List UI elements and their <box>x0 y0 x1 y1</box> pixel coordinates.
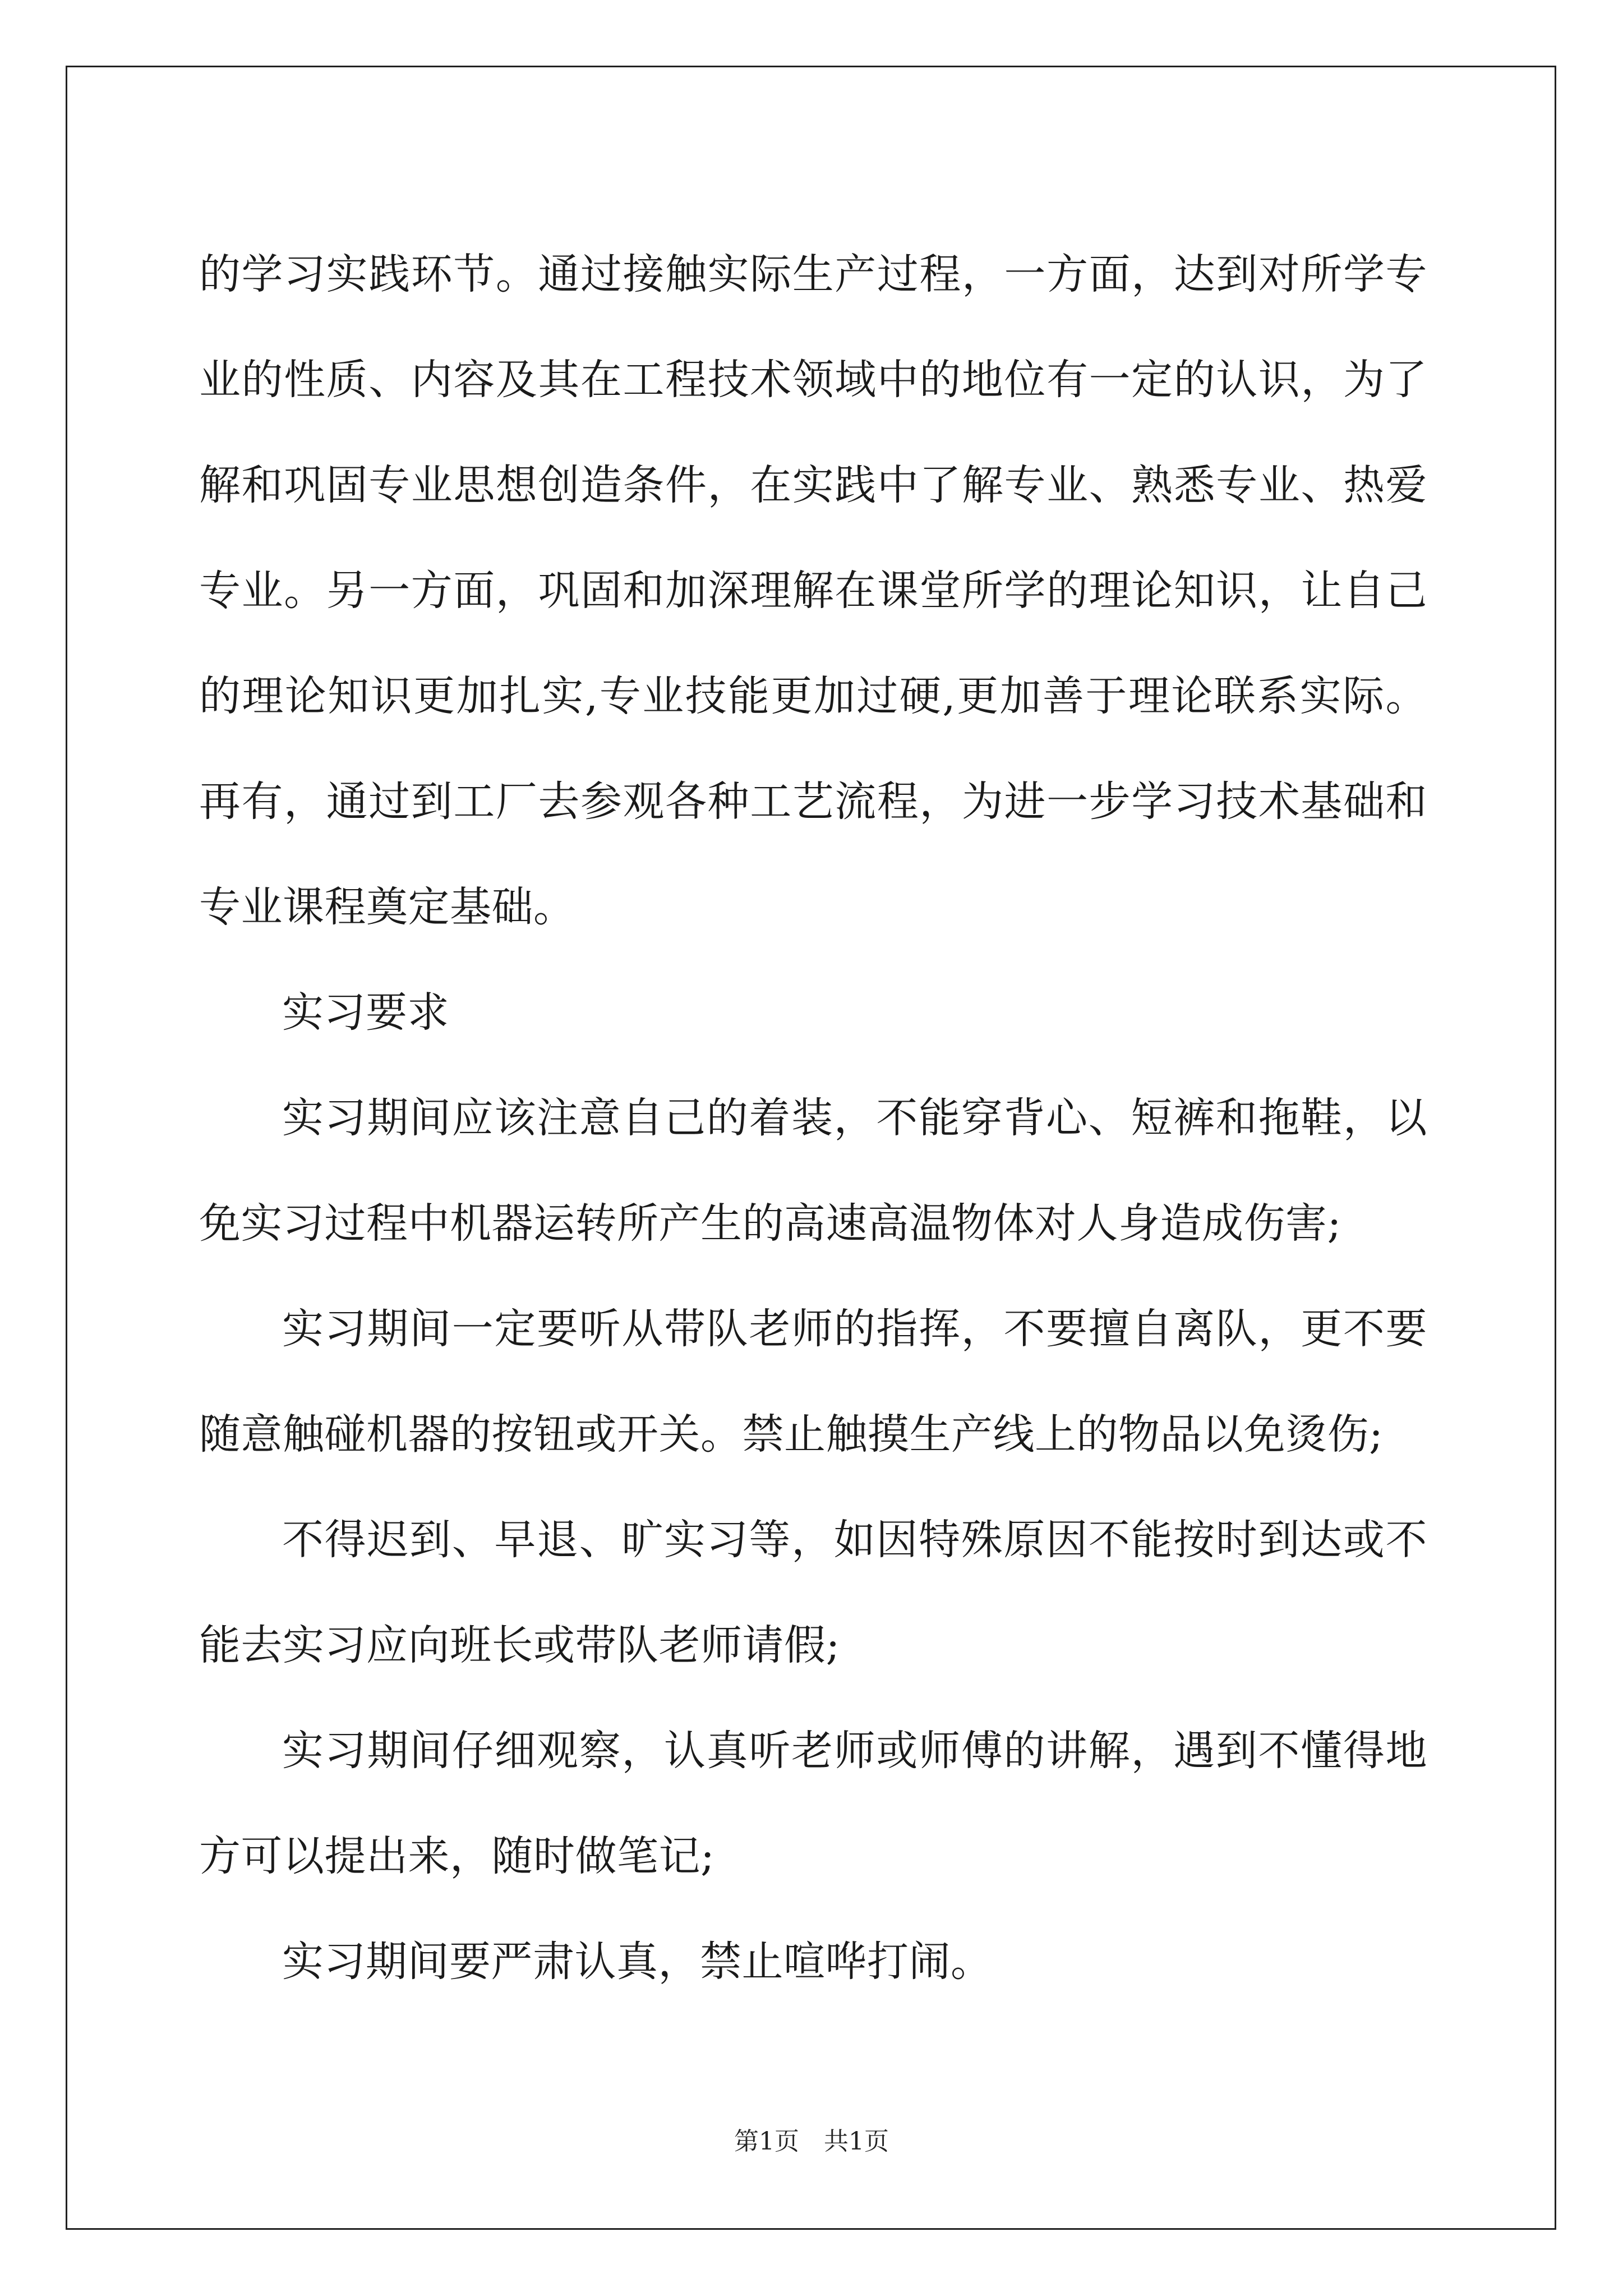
page-footer: 第1页 共1页 <box>734 2127 889 2156</box>
section-heading-requirements: 实习要求 <box>282 988 449 1037</box>
paragraph-requirement-observe: 实习期间仔细观察，认真听老师或师傅的讲解，遇到不懂得地方可以提出来，随时做笔记; <box>199 1727 1427 1880</box>
paragraph-intro: 的学习实践环节。通过接触实际生产过程，一方面，达到对所学专业的性质、内容及其在工程技术领域中的地位有一定的认识，为了解和巩固专业思想创造条件，在实践中了解专业、熟悉专业、热爱专业。另一方面，巩固和加深理解在课堂所学的理论知识，让自己的理论知识更加扎实,专业技能更加过硬,更加善于理论联系实际。再有，通过到工厂去参观各种工艺流程，为进一步学习技术基础和专业课程奠定基础。 <box>199 250 1427 931</box>
paragraph-requirement-conduct: 实习期间要严肃认真，禁止喧哗打闹。 <box>282 1938 993 1986</box>
paragraph-requirement-attendance: 不得迟到、早退、旷实习等，如因特殊原因不能按时到达或不能去实习应向班长或带队老师请假; <box>199 1516 1427 1669</box>
paragraph-requirement-attire: 实习期间应该注意自己的着装，不能穿背心、短裤和拖鞋，以免实习过程中机器运转所产生的高速高温物体对人身造成伤害; <box>199 1094 1427 1248</box>
paragraph-requirement-obey: 实习期间一定要听从带队老师的指挥，不要擅自离队，更不要随意触碰机器的按钮或开关。禁止触摸生产线上的物品以免烫伤; <box>199 1305 1427 1458</box>
document-body <box>199 222 1427 2014</box>
